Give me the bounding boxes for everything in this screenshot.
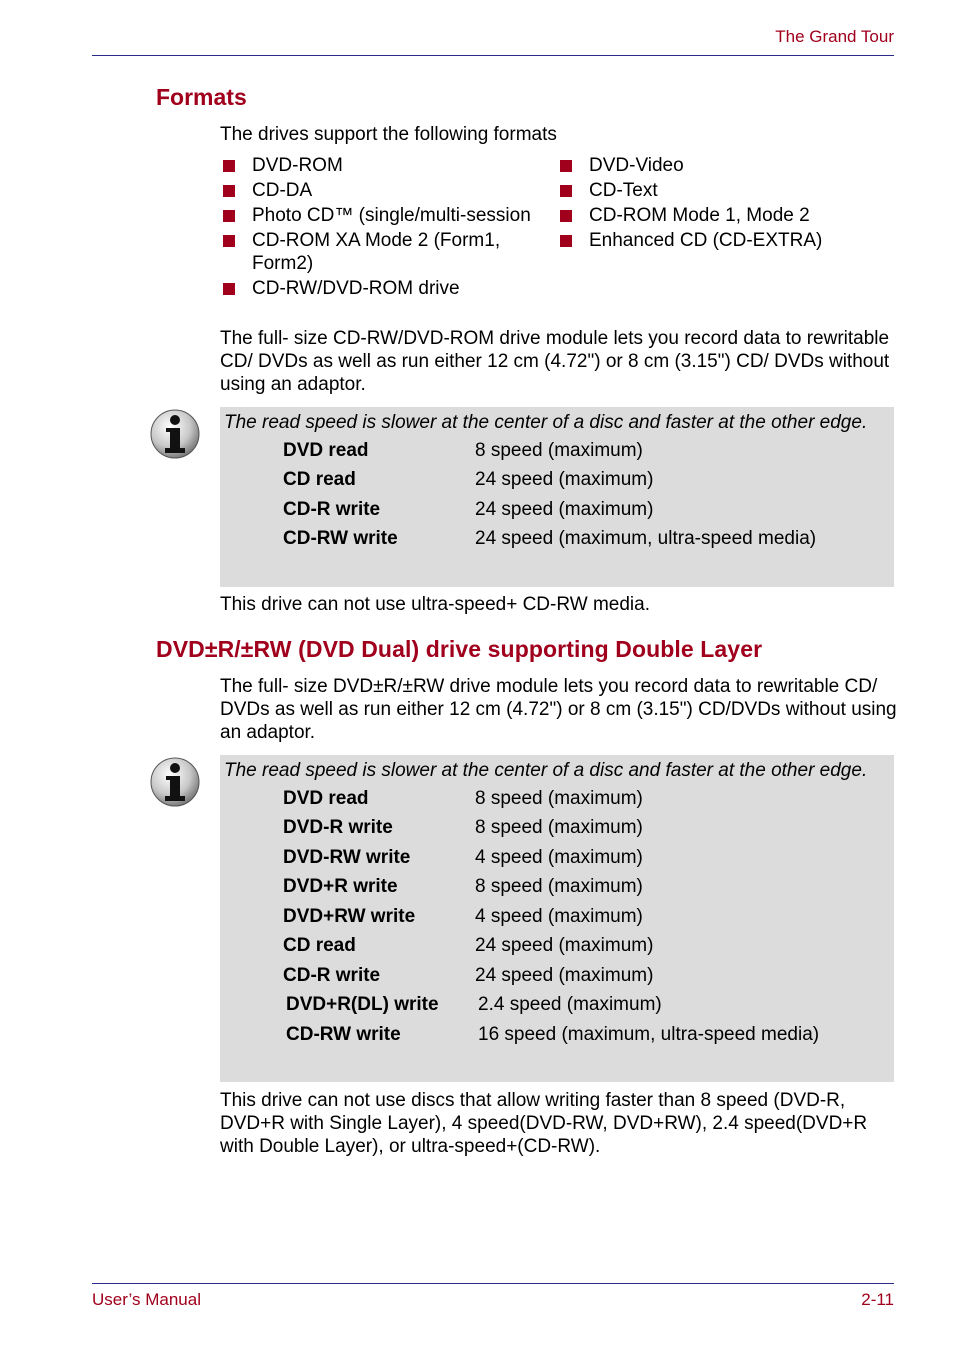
bullet-icon xyxy=(560,185,572,197)
table-row: CD read 24 speed (maximum) xyxy=(283,935,654,957)
table-row: CD-R write 24 speed (maximum) xyxy=(283,498,654,520)
header-rule xyxy=(92,55,894,56)
note-box xyxy=(220,755,894,1082)
footer-manual-title: User’s Manual xyxy=(92,1290,201,1309)
formats-after-note: This drive can not use ultra-speed+ CD-RW media. xyxy=(220,594,650,615)
speed-table xyxy=(283,436,816,554)
bullet-icon xyxy=(560,160,572,172)
bullet-icon xyxy=(223,185,235,197)
table-row: DVD+R(DL) write 2.4 speed (maximum) xyxy=(286,994,662,1016)
formats-heading: Formats xyxy=(156,84,247,110)
page-number: 2-11 xyxy=(861,1290,894,1309)
bullet-icon xyxy=(223,160,235,172)
table-row: DVD-RW write 4 speed (maximum) xyxy=(283,846,643,868)
note-text: The read speed is slower at the center of a disc and faster at the other edge. xyxy=(224,412,868,433)
table-row: CD-RW write 16 speed (maximum, ultra-speed media) xyxy=(286,1023,820,1045)
table-row: DVD-R write 8 speed (maximum) xyxy=(283,817,643,839)
list-item: DVD-ROM DVD-Video xyxy=(220,154,900,177)
running-header: The Grand Tour xyxy=(775,27,894,46)
table-row: DVD read 8 speed (maximum) xyxy=(283,787,643,809)
table-row: CD read 24 speed (maximum) xyxy=(283,469,654,491)
list-item: CD-DA CD-Text xyxy=(220,179,900,202)
list-item: Photo CD™ (single/multi-session CD-ROM Mode 1, Mode 2 xyxy=(220,204,900,227)
table-row: DVD+R write 8 speed (maximum) xyxy=(283,876,643,898)
table-row: DVD read 8 speed (maximum) xyxy=(283,439,643,461)
dvd-dual-description: The full- size DVD±R/±RW drive module lets you record data to rewritable CD/ DVDs as well as run either 12 cm (4.72") or 8 cm (3.15") CD/DVDs without using an adaptor. xyxy=(220,676,897,743)
table-row: CD-R write 24 speed (maximum) xyxy=(283,964,654,986)
footer-rule xyxy=(92,1283,894,1284)
info-icon xyxy=(149,408,201,460)
formats-intro: The drives support the following formats xyxy=(220,124,557,145)
speed-table xyxy=(283,784,819,1050)
bullet-icon xyxy=(560,235,572,247)
bullet-icon xyxy=(223,235,235,247)
bullet-icon xyxy=(223,283,235,295)
list-item: CD-ROM XA Mode 2 (Form1, Form2) Enhanced CD (CD-EXTRA) xyxy=(220,229,900,275)
note-text: The read speed is slower at the center of a disc and faster at the other edge. xyxy=(224,760,868,781)
table-row: DVD+RW write 4 speed (maximum) xyxy=(283,905,643,927)
dvd-dual-after-note: This drive can not use discs that allow writing faster than 8 speed (DVD-R, DVD+R with Single Layer), 4 speed(DVD-RW, DVD+RW), 2.4 speed(DVD+R with Double Layer), or ultra-speed+(CD-RW). xyxy=(220,1090,868,1157)
formats-description: The full- size CD-RW/DVD-ROM drive module lets you record data to rewritable CD/ DVDs as well as run either 12 cm (4.72") or 8 cm (3.15") CD/ DVDs without using an adaptor. xyxy=(220,328,890,395)
note-box xyxy=(220,407,894,587)
table-row: CD-RW write 24 speed (maximum, ultra-speed media) xyxy=(283,528,817,550)
formats-bullet-list xyxy=(220,154,900,302)
dvd-dual-heading: DVD±R/±RW (DVD Dual) drive supporting Double Layer xyxy=(156,636,763,662)
info-icon xyxy=(149,756,201,808)
bullet-icon xyxy=(560,210,572,222)
list-item: CD-RW/DVD-ROM drive xyxy=(220,277,900,300)
bullet-icon xyxy=(223,210,235,222)
